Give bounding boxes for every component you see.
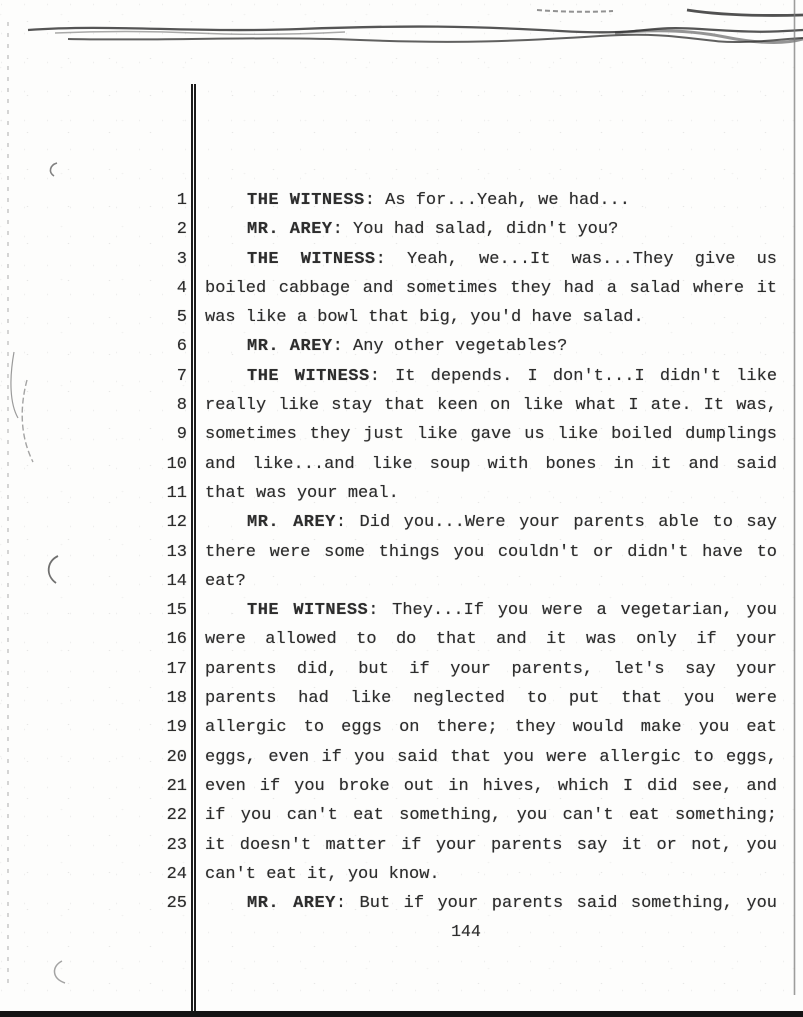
line-number: 19 bbox=[166, 718, 187, 738]
speaker-label: MR. AREY bbox=[247, 513, 336, 533]
line-number: 17 bbox=[166, 659, 187, 679]
page-number: 144 bbox=[451, 922, 481, 941]
line-text bbox=[205, 215, 777, 244]
line-number: 23 bbox=[166, 835, 187, 855]
transcript-line bbox=[0, 332, 803, 361]
line-body: eggs, even if you said that you were allergic to eggs, bbox=[205, 747, 777, 767]
transcript-line bbox=[0, 743, 803, 772]
line-body: boiled cabbage and sometimes they had a salad where it bbox=[205, 278, 777, 298]
speaker-colon: : bbox=[332, 220, 354, 240]
line-body: Did you...Were your parents able to say bbox=[359, 513, 777, 533]
line-body: can't eat it, you know. bbox=[205, 864, 440, 884]
line-text bbox=[205, 684, 777, 713]
scan-artifact-bottom-bar bbox=[0, 1011, 803, 1017]
line-body: was like a bowl that big, you'd have salad. bbox=[205, 308, 644, 328]
transcript-line bbox=[0, 801, 803, 830]
line-number: 9 bbox=[176, 425, 187, 445]
line-text bbox=[205, 655, 777, 684]
line-number: 12 bbox=[166, 513, 187, 533]
line-body: Any other vegetables? bbox=[353, 337, 568, 357]
transcript-line bbox=[0, 186, 803, 215]
line-body: They...If you were a vegetarian, you bbox=[392, 601, 777, 621]
line-text bbox=[205, 567, 777, 596]
line-number: 8 bbox=[176, 396, 187, 416]
line-body: parents had like neglected to put that you were bbox=[205, 689, 777, 709]
speaker-label: THE WITNESS bbox=[247, 249, 376, 269]
transcript-line bbox=[0, 860, 803, 889]
line-number: 18 bbox=[166, 689, 187, 709]
speaker-label: MR. AREY bbox=[247, 894, 336, 914]
transcript-line bbox=[0, 215, 803, 244]
line-number: 6 bbox=[176, 337, 187, 357]
line-body: allergic to eggs on there; they would make you eat bbox=[205, 718, 777, 738]
transcript-line bbox=[0, 450, 803, 479]
line-text bbox=[205, 889, 777, 918]
line-body: there were some things you couldn't or didn't have to bbox=[205, 542, 777, 562]
line-text bbox=[205, 303, 777, 332]
transcript-line bbox=[0, 713, 803, 742]
speaker-label: MR. AREY bbox=[247, 220, 333, 240]
speaker-label: THE WITNESS bbox=[247, 366, 370, 386]
scan-artifact-wavy-line bbox=[615, 31, 803, 43]
scan-artifact-smudge bbox=[50, 163, 57, 176]
line-text bbox=[205, 420, 777, 449]
scan-artifact-top-dash bbox=[687, 10, 803, 15]
line-text bbox=[205, 450, 777, 479]
line-number: 3 bbox=[176, 249, 187, 269]
line-text bbox=[205, 391, 777, 420]
line-body: were allowed to do that and it was only if your bbox=[205, 630, 777, 650]
line-text bbox=[205, 860, 777, 889]
transcript-line bbox=[0, 772, 803, 801]
line-number: 16 bbox=[166, 630, 187, 650]
scan-artifact-wavy-line bbox=[55, 32, 345, 35]
line-body: But if your parents said something, you bbox=[359, 894, 777, 914]
line-body: eat? bbox=[205, 571, 246, 591]
transcript-line bbox=[0, 538, 803, 567]
transcript-line bbox=[0, 655, 803, 684]
scan-artifact-top-dash bbox=[537, 10, 613, 12]
transcript-line bbox=[0, 567, 803, 596]
line-number: 25 bbox=[166, 894, 187, 914]
line-text bbox=[205, 596, 777, 625]
speaker-label: MR. AREY bbox=[247, 337, 333, 357]
line-body: it doesn't matter if your parents say it or not, you bbox=[205, 835, 777, 855]
transcript-line bbox=[0, 245, 803, 274]
line-body: You had salad, didn't you? bbox=[353, 220, 619, 240]
line-text bbox=[205, 772, 777, 801]
line-text bbox=[205, 625, 777, 654]
line-text bbox=[205, 186, 777, 215]
transcript-line bbox=[0, 889, 803, 918]
line-text bbox=[205, 713, 777, 742]
line-body: sometimes they just like gave us like boiled dumplings bbox=[205, 425, 777, 445]
speaker-colon: : bbox=[364, 191, 386, 210]
line-number: 10 bbox=[166, 454, 187, 474]
transcript-line bbox=[0, 274, 803, 303]
line-text bbox=[205, 801, 777, 830]
line-number: 22 bbox=[166, 806, 187, 826]
line-text bbox=[205, 538, 777, 567]
speaker-colon: : bbox=[335, 894, 360, 914]
line-number: 20 bbox=[166, 747, 187, 767]
line-number: 1 bbox=[176, 191, 187, 210]
transcript-line bbox=[0, 831, 803, 860]
line-number: 24 bbox=[166, 864, 187, 884]
line-number: 7 bbox=[176, 366, 187, 386]
speaker-colon: : bbox=[335, 513, 360, 533]
scan-artifact-smudge bbox=[54, 961, 65, 983]
line-body: As for...Yeah, we had... bbox=[385, 191, 630, 210]
transcript-line bbox=[0, 596, 803, 625]
transcript-lines bbox=[0, 186, 803, 918]
line-text bbox=[205, 479, 777, 508]
line-number: 21 bbox=[166, 776, 187, 796]
line-text bbox=[205, 743, 777, 772]
line-text bbox=[205, 362, 777, 391]
line-text bbox=[205, 245, 777, 274]
transcript-line bbox=[0, 303, 803, 332]
line-body: even if you broke out in hives, which I did see, and bbox=[205, 776, 777, 796]
transcript-line bbox=[0, 508, 803, 537]
line-text bbox=[205, 274, 777, 303]
line-number: 14 bbox=[166, 571, 187, 591]
scan-artifact-wavy-line bbox=[28, 27, 803, 33]
line-number: 5 bbox=[176, 308, 187, 328]
scan-artifact-wavy-line bbox=[68, 35, 803, 42]
line-number: 11 bbox=[166, 483, 187, 503]
line-body: Yeah, we...It was...They give us bbox=[406, 249, 778, 269]
speaker-colon: : bbox=[332, 337, 354, 357]
line-number: 13 bbox=[166, 542, 187, 562]
line-body: and like...and like soup with bones in it and said bbox=[205, 454, 777, 474]
speaker-colon: : bbox=[368, 601, 393, 621]
transcript-line bbox=[0, 479, 803, 508]
line-text bbox=[205, 332, 777, 361]
line-body: if you can't eat something, you can't eat something; bbox=[205, 806, 777, 826]
line-number: 15 bbox=[166, 601, 187, 621]
speaker-colon: : bbox=[375, 249, 407, 269]
speaker-label: THE WITNESS bbox=[247, 601, 369, 621]
line-body: really like stay that keen on like what I ate. It was, bbox=[205, 396, 777, 416]
speaker-colon: : bbox=[369, 366, 396, 386]
line-body: It depends. I don't...I didn't like bbox=[395, 366, 778, 386]
transcript-line bbox=[0, 684, 803, 713]
transcript-line bbox=[0, 391, 803, 420]
transcript-line bbox=[0, 362, 803, 391]
speaker-label: THE WITNESS bbox=[247, 191, 365, 210]
line-body: parents did, but if your parents, let's say your bbox=[205, 659, 777, 679]
line-number: 4 bbox=[176, 278, 187, 298]
line-body: that was your meal. bbox=[205, 483, 399, 503]
line-text bbox=[205, 831, 777, 860]
line-number: 2 bbox=[176, 220, 187, 240]
transcript-line bbox=[0, 625, 803, 654]
transcript-line bbox=[0, 420, 803, 449]
line-text bbox=[205, 508, 777, 537]
